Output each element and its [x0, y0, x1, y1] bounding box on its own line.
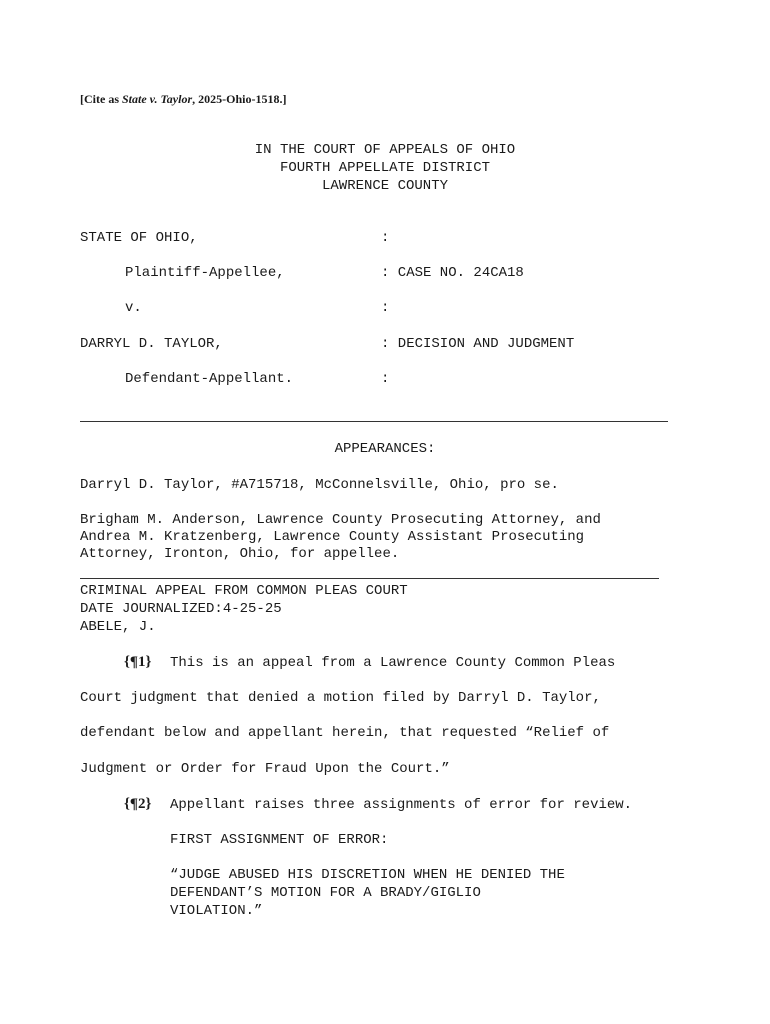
citation-case-name: State v. Taylor [122, 92, 193, 106]
citation-prefix: [Cite as [80, 92, 122, 106]
assignment-text-line: “JUDGE ABUSED HIS DISCRETION WHEN HE DENIED THE [170, 867, 565, 883]
appearances-heading: APPEARANCES: [334, 441, 436, 457]
paragraph-mark: {¶2} [124, 796, 152, 812]
separator-rule [80, 421, 668, 422]
paragraph-2-line: Appellant raises three assignments of error for review. [170, 797, 633, 813]
citation-suffix: , 2025-Ohio-1518.] [192, 92, 287, 106]
appearance-appellee-line: Brigham M. Anderson, Lawrence County Prosecuting Attorney, and [80, 512, 601, 528]
appearance-appellee-line: Andrea M. Kratzenberg, Lawrence County Assistant Prosecuting [80, 529, 585, 545]
caption-party-state: STATE OF OHIO, [80, 230, 198, 246]
caption-colon-1: : [381, 230, 390, 246]
caption-versus: v. [125, 300, 142, 316]
court-name: IN THE COURT OF APPEALS OF OHIO [254, 142, 516, 158]
paragraph-1-line: Court judgment that denied a motion filed by Darryl D. Taylor, [80, 690, 601, 706]
assignment-text-line: DEFENDANT’S MOTION FOR A BRADY/GIGLIO [170, 885, 481, 901]
assignment-text-line: VIOLATION.” [170, 903, 263, 919]
paragraph-mark: {¶1} [124, 654, 152, 670]
judge-name: ABELE, J. [80, 619, 156, 635]
separator-rule [80, 578, 659, 579]
paragraph-1-line: defendant below and appellant herein, that requested “Relief of [80, 725, 610, 741]
caption-case-number: : CASE NO. 24CA18 [381, 265, 524, 281]
court-district: FOURTH APPELLATE DISTRICT [279, 160, 491, 176]
caption-colon-5: : [381, 371, 390, 387]
appeal-type: CRIMINAL APPEAL FROM COMMON PLEAS COURT [80, 583, 408, 599]
assignment-heading: FIRST ASSIGNMENT OF ERROR: [170, 832, 389, 848]
appearance-appellee-line: Attorney, Ironton, Ohio, for appellee. [80, 546, 400, 562]
caption-decision: : DECISION AND JUDGMENT [381, 336, 575, 352]
paragraph-1-line: This is an appeal from a Lawrence County Common Pleas [170, 655, 616, 671]
appearance-appellant: Darryl D. Taylor, #A715718, McConnelsville, Ohio, pro se. [80, 477, 559, 493]
caption-role-appellee: Plaintiff-Appellee, [125, 265, 285, 281]
caption-party-defendant: DARRYL D. TAYLOR, [80, 336, 223, 352]
date-journalized: DATE JOURNALIZED:4-25-25 [80, 601, 282, 617]
court-county: LAWRENCE COUNTY [321, 178, 449, 194]
caption-role-appellant: Defendant-Appellant. [125, 371, 294, 387]
citation [80, 92, 286, 107]
caption-colon-3: : [381, 300, 390, 316]
paragraph-1-line: Judgment or Order for Fraud Upon the Court.” [80, 761, 450, 777]
